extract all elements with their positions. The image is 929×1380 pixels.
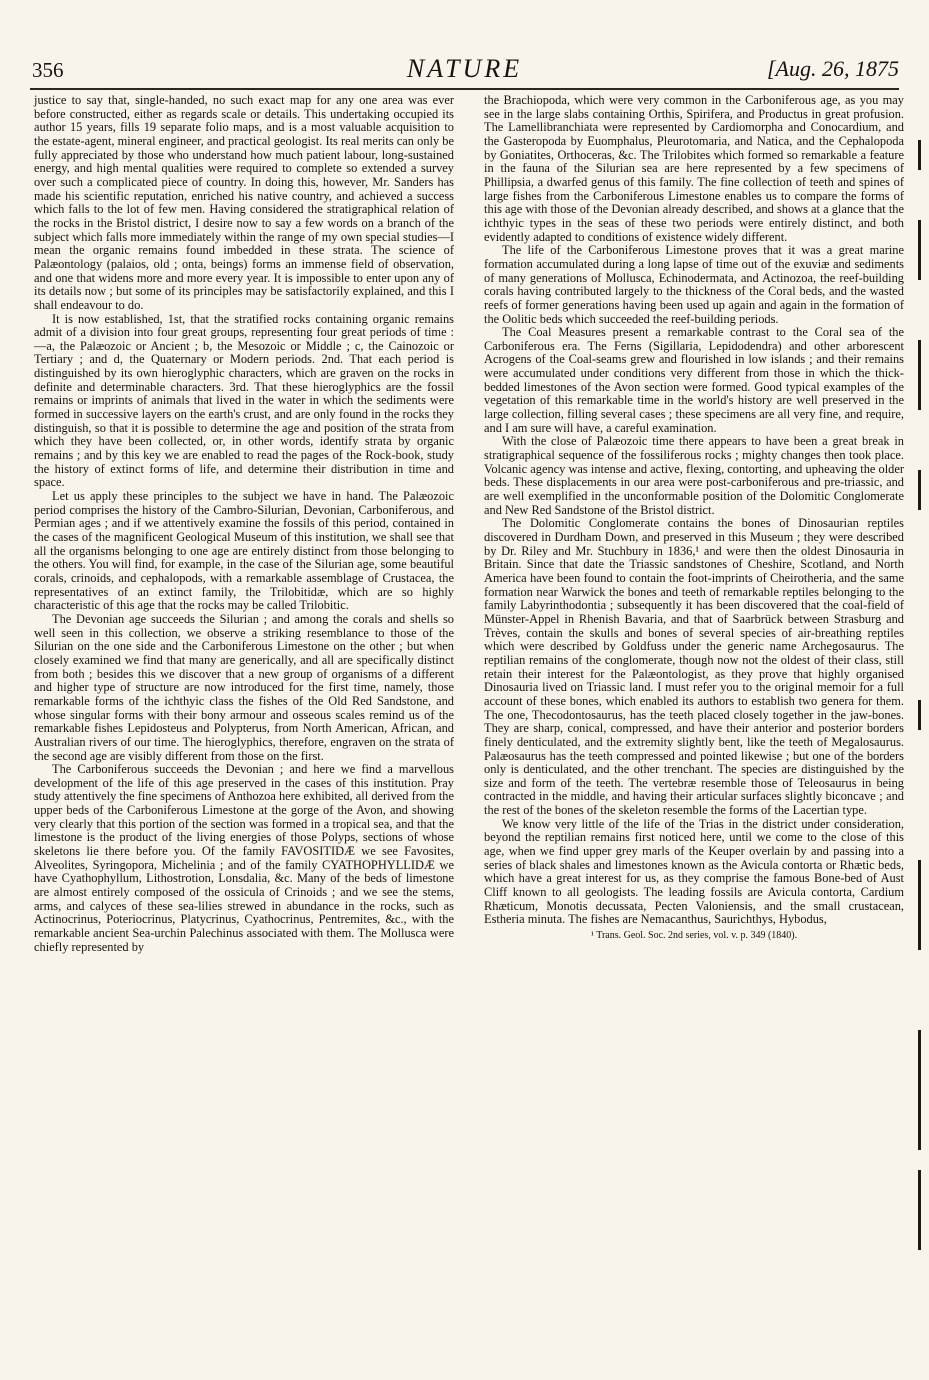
edge-mark	[918, 860, 921, 950]
edge-mark	[918, 220, 921, 280]
edge-mark	[918, 1170, 921, 1250]
paragraph: The Carboniferous succeeds the Devonian ; and here we find a marvellous development of the life of this age preserved in the cases of this institution. Pray study attentively the fine specimens of Anthozoa here exhibited, all derived from the upper beds of the Carboniferous Limestone at the gorge of the Avon, and showing very clearly that this portion of the section was formed in a tropical sea, and that the limestone is the product of the living energies of those Polyps, sections of whose skeletons lie there before you. Of the family FAVOSITIDÆ we see Favosites, Alveolites, Syringopora, Michelinia ; and of the family CYATHOPHYLLIDÆ we have Cyathophyllum, Lithostrotion, Lonsdalia, &c. Many of the beds of limestone are almost entirely composed of the ossicula of Crinoids ; and we see the stems, arms, and calyces of these sea-lilies strewed in abundance in the rocks, such as Actinocrinus, Poteriocrinus, Platycrinus, Cyathocrinus, Pentremites, &c., with the remarkable ancient Sea-urchin Palechinus associated with them. The Mollusca were chiefly represented by	[34, 762, 454, 954]
paragraph: Let us apply these principles to the subject we have in hand. The Palæozoic period comprises the history of the Cambro-Silurian, Devonian, Carboniferous, and Permian ages ; and if we attentively examine the fossils of this period, contained in the cases of the magnificent Geological Museum of this institution, we shall see that all the organisms belonging to one age are entirely distinct from those belonging to the others. You will find, for example, in the case of the Silurian age, some beautiful corals, crinoids, and cephalopods, with a remarkable assemblage of Crustacea, the representatives of an extinct family, the Trilobitidæ, which are so highly characteristic of this age that the rocks may be called Trilobitic.	[34, 489, 454, 613]
paragraph: The life of the Carboniferous Limestone proves that it was a great marine formation accumulated during a long lapse of time out of the exuviæ and sediments of many generations of Mollusca, Echinodermata, and Actinozoa, the reef-building corals having contributed largely to the thickness of the Coral beds, and the wasted reefs of former generations having been used up again and again in the formation of the Oolitic beds which succeeded the reef-building periods.	[484, 243, 904, 326]
paragraph: The Coal Measures present a remarkable contrast to the Coral sea of the Carboniferous era. The Ferns (Sigillaria, Lepidodendra) and other arborescent Acrogens of the Coal-seams grew and flourished in low islands ; and their remains were accumulated under conditions very different from those in which the thick-bedded limestones of the Avon section were formed. Good typical examples of the vegetation of this remarkable time in the world's history are well preserved in the large collection, filling several cases ; these specimens are all very fine, and require, and I am sure will have, a careful examination.	[484, 325, 904, 435]
paragraph: The Devonian age succeeds the Silurian ; and among the corals and shells so well seen in this collection, we observe a striking resemblance to those of the Silurian on the one side and the Carboniferous Limestone on the other ; but when closely examined we find that many are generically, and all are specifically distinct from both ; besides this we discover that a new group of organisms of a different and higher type of structure are now introduced for the first time, namely, those remarkable forms of the ichthyic class the fishes of the Old Red Sandstone, and whose singular forms with their bony armour and osseous scales remind us of the remarkable fishes Lepidosteus and Polypterus, from North American, African, and Australian rivers of our time. The hieroglyphics, therefore, engraven on the strata of the second age are visibly different from those on the first.	[34, 611, 454, 763]
paragraph: the Brachiopoda, which were very common in the Carboniferous age, as you may see in the large slabs containing Orthis, Spirifera, and Productus in great profusion. The Lamellibranchiata were represented by Cardiomorpha and Conocardium, and the Gasteropoda by Euomphalus, Pleurotomaria, and Natica, and the Cephalopoda by Goniatites, Orthoceras, &c. The Trilobites which formed so remarkable a feature in the fauna of the Silurian sea are here represented by a few specimens of Phillipsia, a dwarfed genus of this family. The fine collection of teeth and spines of large fishes from the Carboniferous Limestone enables us to compare the forms of this age with those of the Devonian already described, and shows at a glance that the ichthyic types in the seas of these two periods were entirely distinct, and both evidently adapted to conditions of existence widely different.	[484, 93, 904, 244]
paragraph: We know very little of the life of the Trias in the district under consideration, beyond the reptilian remains first noticed here, until we come to the close of this age, when we find upper grey marls of the Keuper overlain by and passing into a series of black shales and limestones known as the Avicula contorta or Rhætic beds, which have a great interest for us, as they comprise the famous Bone-bed of Aust Cliff known to all geologists. The leading fossils are Avicula contorta, Cardium Rhæticum, Monotis decussata, Pecten Valoniensis, and the small crustacean, Estheria minuta. The fishes are Nemacanthus, Saurichthys, Hybodus,	[484, 816, 904, 927]
edge-mark	[918, 700, 921, 730]
edge-mark	[918, 340, 921, 410]
edge-mark	[918, 1030, 921, 1150]
paragraph: justice to say that, single-handed, no such exact map for any one area was ever before constructed, either as regards scale or details. This undertaking occupied its author 15 years, fills 19 separate folio maps, and is a most valuable acquisition to the estate-agent, mineral engineer, and practical geologist. Its real merits can only be fully appreciated by those who understand how much patient labour, long-sustained energy, and high mental qualities were required to complete so extended a survey over such a complicated piece of country. In doing this, however, Mr. Sanders has made his scientific reputation, enriched his native country, and achieved a success which falls to the lot of few men. Having considered the stratigraphical relation of the rocks in the Bristol district, I desire now to say a few words on a branch of the subject which falls more immediately within the range of my own special studies—I mean the organic remains found imbedded in these strata. The science of Palæontology (palaios, old ; onta, beings) forms an immense field of observation, and one that widens more and more every year. It is impossible to enter upon any of its details now ; but some of its principles may be satisfactorily explained, and this I shall endeavour to do.	[34, 93, 454, 312]
page-header	[28, 52, 901, 86]
edge-mark	[918, 140, 921, 170]
paragraph: The Dolomitic Conglomerate contains the bones of Dinosaurian reptiles discovered in Durdham Down, and preserved in this Museum ; they were described by Dr. Riley and Mr. Stuchbury in 1836,¹ and were then the oldest Dinosauria in Britain. Since that date the Triassic sandstones of Cheshire, Scotland, and North America have been found to contain the foot-imprints of Cheirotheria, and the same formation near Warwick the bones and teeth of remarkable reptiles belonging to the family Labyrinthodontia ; subsequently it has been discovered that the coal-field of Münster-Appel in Rhenish Bavaria, and that of Saarbrück between Strasburg and Trèves, contain the skulls and bones of several species of air-breathing reptiles which were described by Goldfuss under the generic name Archegosaurus. The reptilian remains of the conglomerate, though now not the oldest of their class, still retain their interest for the Palæontologist, as they prove that highly organised Dinosauria lived on Triassic land. I must refer you to the original memoir for a full account of these bones, which enabled its authors to establish two genera for them. The one, Thecodontosaurus, has the teeth placed closely together in the jaw-bones. They are sharp, conical, compressed, and have their anterior and posterior borders finely denticulated, and the extremity slightly bent, like the teeth of Megalosaurus. Palæosaurus has the teeth compressed and pointed likewise ; but one of the borders only is denticulated, and the other trenchant. The species are distinguished by the size and form of the teeth. The vertebræ resemble those of Teleosaurus in being contracted in the middle, and having their articular surfaces slightly biconcave ; and the rest of the bones of the skeleton resemble the forms of the Lacertian type.	[484, 516, 904, 818]
left-column	[34, 94, 454, 954]
issue-date: [Aug. 26, 1875	[767, 56, 899, 81]
right-column	[484, 94, 904, 942]
paragraph: With the close of Palæozoic time there appears to have been a great break in stratigraphical sequence of the fossiliferous rocks ; mighty changes then took place. Volcanic agency was intense and active, flexing, contorting, and upheaving the older beds. These displacements in our area were post-carboniferous and pre-triassic, and are well exemplified in the unconformable position of the Dolomitic Conglomerate and New Red Sandstone of the Bristol district.	[484, 434, 904, 517]
paragraph: It is now established, 1st, that the stratified rocks containing organic remains admit of a division into four great groups, representing four great periods of time :—a, the Palæozoic or Ancient ; b, the Mesozoic or Middle ; c, the Cainozoic or Tertiary ; and d, the Quaternary or Modern periods. 2nd. That each period is distinguished by its own hieroglyphic characters, which are graven on the rocks in definite and determinable characters. 3rd. That these hieroglyphics are the fossil remains or imprints of animals that lived in the water in which the sediments were formed in successive layers on the earth's crust, and are only found in the rocks they distinguish, so that it is possible to determine the age and position of the strata from which they have been collected, or, in other words, identify strata by organic remains ; and by this key we are enabled to read the pages of the Rock-book, study the history of extinct forms of life, and determine their distribution in time and space.	[34, 311, 454, 490]
header-rule	[30, 88, 899, 90]
journal-title: NATURE	[406, 54, 523, 83]
footnote: ¹ Trans. Geol. Soc. 2nd series, vol. v. p. 349 (1840).	[590, 930, 798, 942]
edge-mark	[918, 470, 921, 510]
page-number: 356	[32, 58, 64, 82]
page-edge-marks	[912, 100, 929, 1320]
